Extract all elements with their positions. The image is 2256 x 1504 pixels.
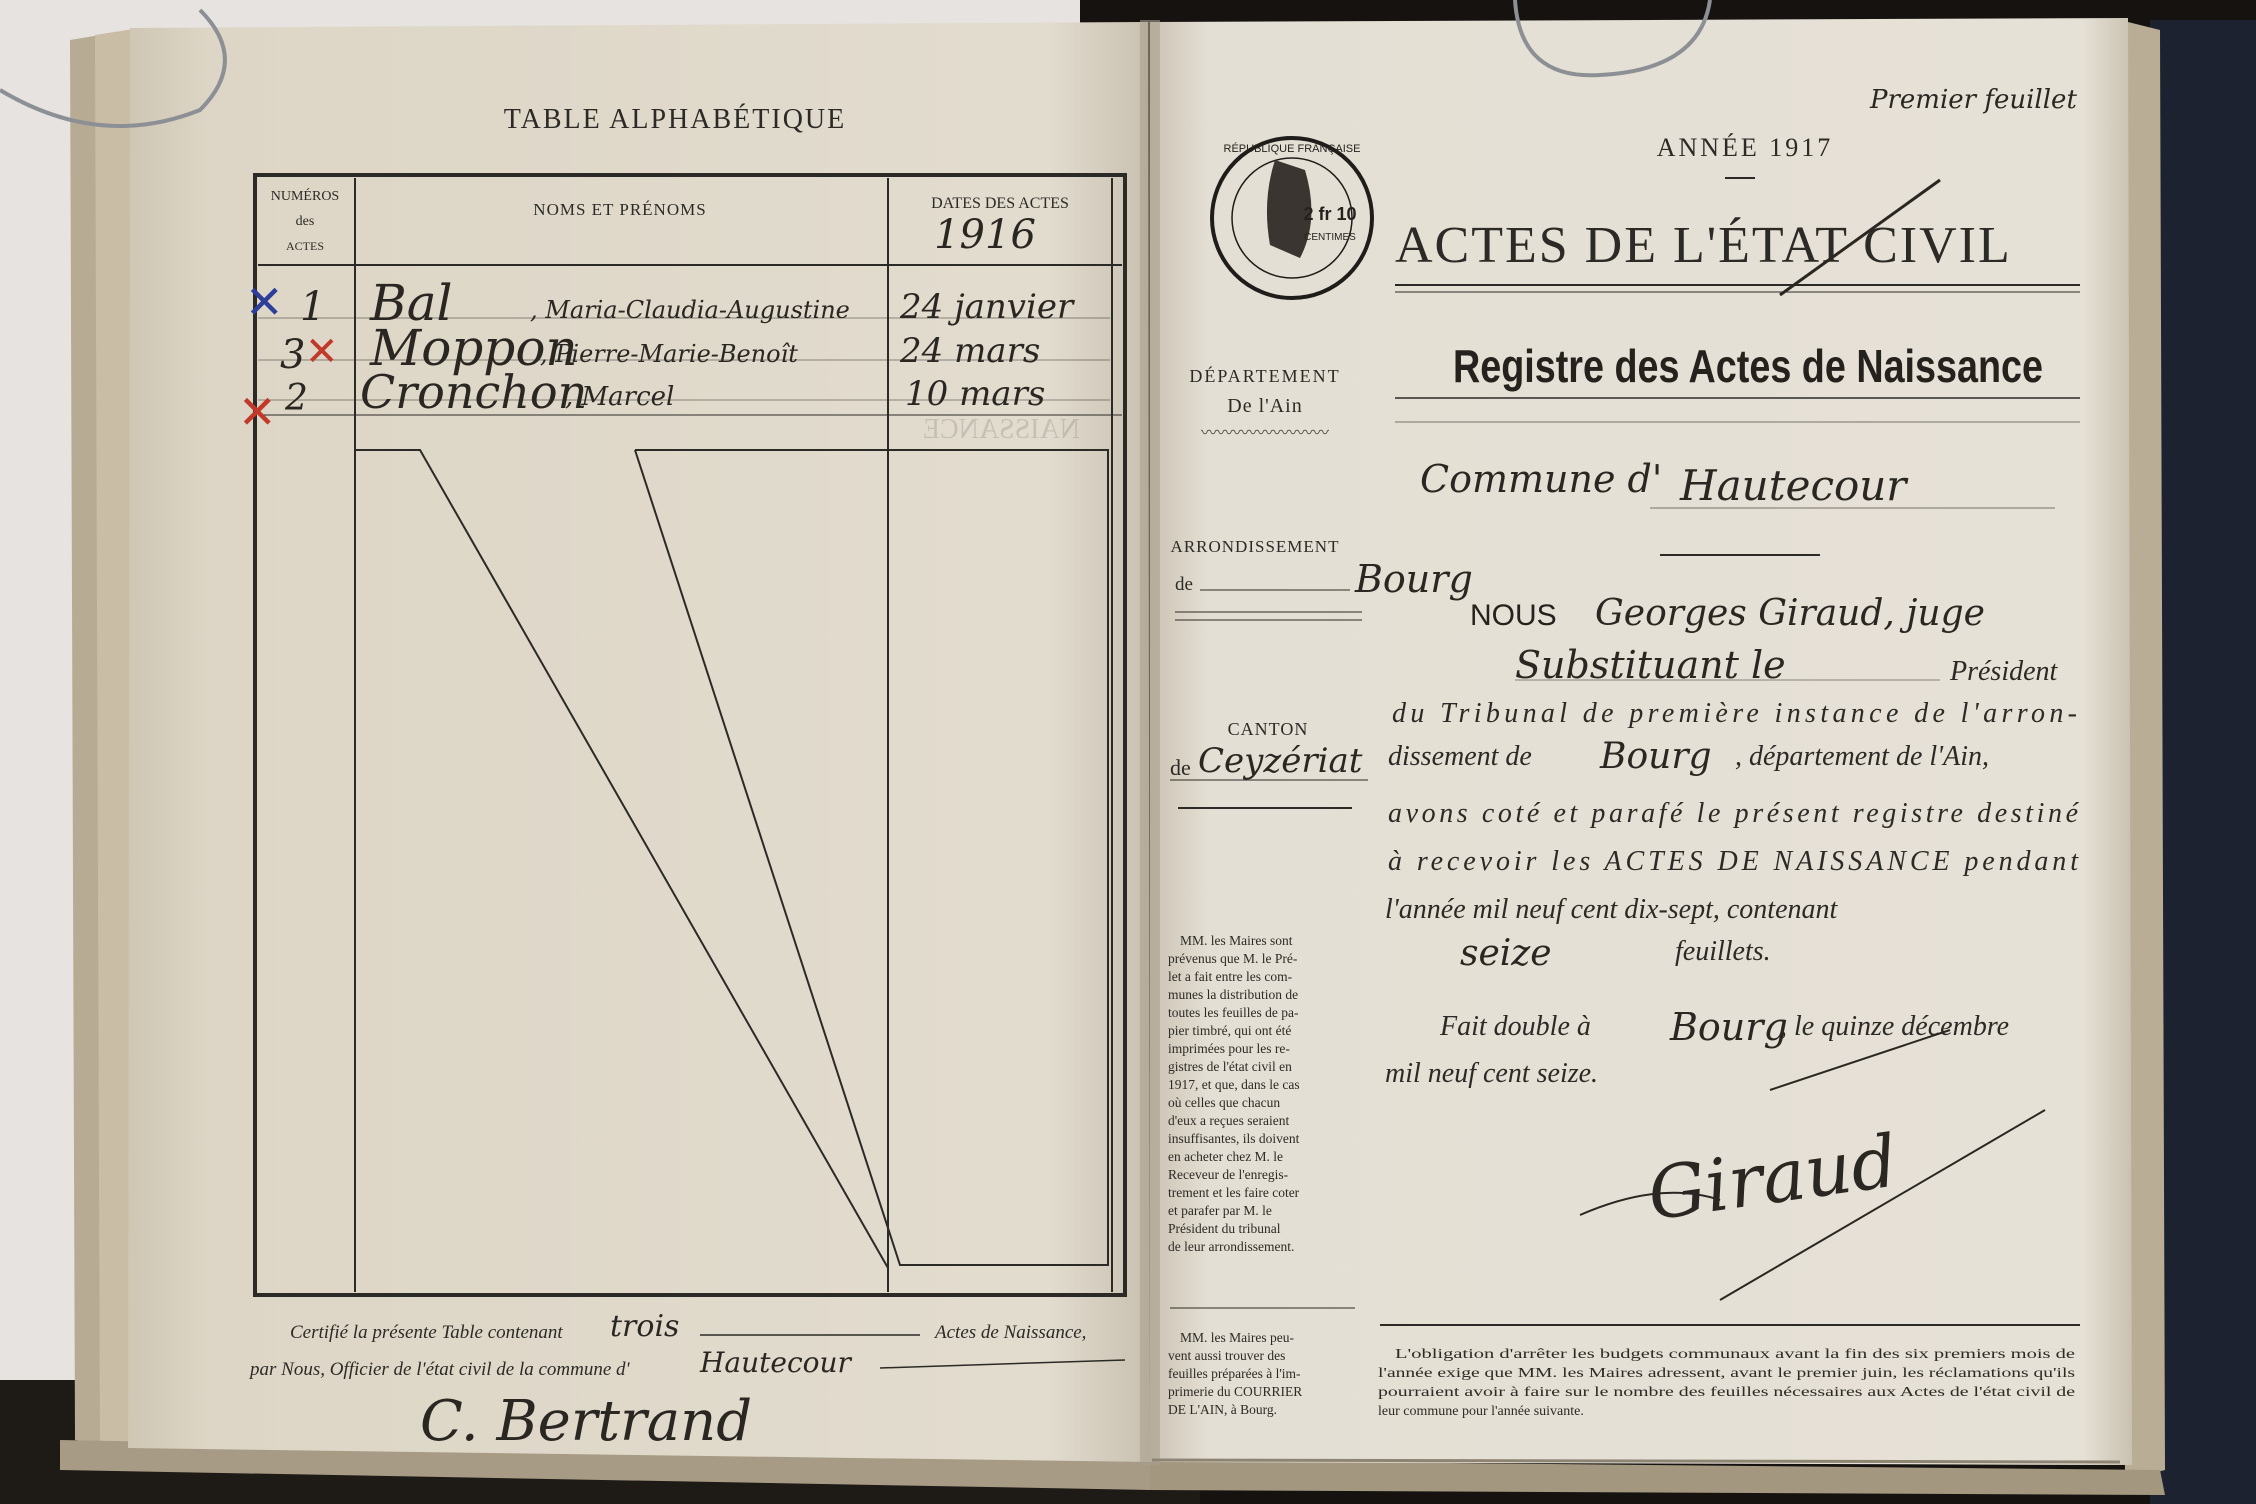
col-dates-header: DATES DES ACTES [931,195,1069,212]
canton-label: CANTON [1227,719,1309,739]
footer-note-line: pourraient avoir à faire sur le nombre des feuilles nécessaires aux Actes de l'état civil de [1378,1385,2075,1400]
fait-double-text: Fait double à [1440,1011,1591,1042]
table-title: TABLE ALPHABÉTIQUE [503,104,847,135]
entry-given-names: , Maria-Claudia-Augustine [530,296,850,324]
entry-date: 24 mars [900,331,1041,371]
commune-value: Hautecour [1680,461,1907,510]
side-note-line: en acheter chez M. le [1168,1149,1284,1164]
substituant-text: Substituant le [1515,643,1786,687]
feuillets-count: seize [1460,933,1552,974]
par-nous-text: par Nous, Officier de l'état civil de la commune d' [250,1359,630,1380]
side-note-line: DE L'AIN, à Bourg. [1168,1402,1278,1417]
red-cross-mark: ✕ [238,385,277,439]
body-line: du Tribunal de première instance de l'arron- [1392,698,2077,729]
side-note-line: insuffisantes, ils doivent [1168,1131,1300,1146]
fiscal-stamp [1212,138,1372,298]
departement-label: DÉPARTEMENT [1189,366,1341,386]
footer-note-line: L'obligation d'arrêter les budgets communaux avant la fin des six premiers mois de [1395,1347,2075,1362]
canton-value: Ceyzériat [1198,741,1363,781]
blue-cross-mark: ✕ [245,275,284,329]
stamp-price: 2 fr 10 [1303,204,1357,224]
entry-given-names: , Pierre-Marie-Benoît [540,340,798,368]
body-line: Président [1950,656,2058,687]
wavy-rule: 〰〰〰〰〰〰〰〰 [1200,425,1330,442]
side-note-line: Receveur de l'enregis- [1168,1167,1289,1182]
stamp-outer-text: RÉPUBLIQUE FRANÇAISE [1223,143,1361,155]
judge-signature: Giraud [1642,1118,1903,1237]
dissement-value: Bourg [1600,736,1712,777]
canton-de: de [1170,755,1191,780]
side-note-line: pier timbré, qui ont été [1168,1023,1292,1038]
arrondissement-value: Bourg [1355,557,1473,601]
entry-given-names: , Marcel [565,382,675,412]
col-numeros-l2: des [295,214,315,229]
premier-feuillet-note: Premier feuillet [1870,85,2077,115]
stamp-centimes: CENTIMES [1304,232,1356,243]
side-note-line: let a fait entre les com- [1168,969,1293,984]
entry-number: 3 [280,332,306,378]
year-handwritten: 1916 [934,212,1036,258]
entry-number: 1 [300,284,326,330]
body-line: à recevoir les ACTES DE NAISSANCE pendant [1388,846,2078,877]
col-noms-header: NOMS ET PRÉNOMS [533,200,707,219]
registre-title: Registre des Actes de Naissance [1453,340,2043,392]
side-note-line: munes la distribution de [1168,987,1299,1002]
footer-note-line: l'année exige que MM. les Maires adressent, avant le premier juin, les réclamations qu'ils [1378,1366,2075,1381]
side-note-line: imprimées pour les re- [1168,1041,1290,1056]
arrondissement-de: de [1175,574,1193,595]
fait-lieu: Bourg [1670,1005,1788,1049]
side-note-line: MM. les Maires peu- [1180,1330,1294,1345]
nous-name: Georges Giraud, juge [1595,593,1985,634]
book-gutter [1140,20,1160,1465]
side-note-line: prévenus que M. le Pré- [1168,951,1298,966]
red-cross-mark: ✕ [305,329,339,375]
col-numeros-l1: NUMÉROS [270,189,340,204]
entry-surname: Moppon [370,319,578,377]
officer-signature: C. Bertrand [420,1389,753,1454]
col-numeros-l3: ACTES [285,239,325,253]
certifie-prefix: Certifié la présente Table contenant [290,1322,563,1343]
side-note-line: MM. les Maires sont [1180,933,1293,948]
body-line: l'année mil neuf cent dix-sept, contenant [1385,894,1838,925]
side-note-line: feuilles préparées à l'im- [1168,1366,1301,1381]
side-note-line: où celles que chacun [1168,1095,1281,1110]
departement-value: De l'Ain [1227,395,1303,417]
page-edge [1152,1460,2120,1462]
side-note-line: toutes les feuilles de pa- [1168,1005,1299,1020]
side-note-line: de leur arrondissement. [1168,1239,1295,1254]
arrondissement-label: ARRONDISSEMENT [1170,537,1340,556]
entry-number: 2 [285,378,308,419]
annee-title: ANNÉE 1917 [1656,133,1834,162]
bleed-through-text: NAISSANCE [922,414,1080,445]
side-note-line: et parafer par M. le [1168,1203,1272,1218]
fait-date: , le quinze décembre [1780,1011,2010,1042]
nous-label: NOUS [1470,599,1557,632]
certifie-count: trois [610,1309,680,1344]
footer-note-line: leur commune pour l'année suivante. [1378,1404,1584,1419]
side-note-line: gistres de l'état civil en [1168,1059,1292,1074]
entry-surname: Cronchon [360,365,588,419]
commune-handwritten: Hautecour [700,1346,851,1379]
body-line: feuillets. [1675,936,1771,967]
commune-label: Commune d' [1420,457,1663,501]
body-line: , département de l'Ain, [1735,741,1990,772]
side-note-line: 1917, et que, dans le cas [1168,1077,1300,1092]
entry-date: 10 mars [905,374,1046,414]
side-note-line: Président du tribunal [1168,1221,1281,1236]
body-line: avons coté et parafé le présent registre destiné [1388,798,2078,829]
fait-annee: mil neuf cent seize. [1385,1058,1599,1089]
entry-surname: Bal [370,274,453,332]
side-note-line: trement et les faire coter [1168,1185,1300,1200]
main-title: ACTES DE L'ÉTAT CIVIL [1395,217,2012,274]
side-note-line: vent aussi trouver des [1168,1348,1286,1363]
side-note-line: d'eux a reçues seraient [1168,1113,1290,1128]
body-line: dissement de [1388,741,1532,772]
certifie-suffix: Actes de Naissance, [935,1322,1087,1343]
entry-date: 24 janvier [900,287,1074,327]
side-note-line: primerie du COURRIER [1168,1384,1303,1399]
